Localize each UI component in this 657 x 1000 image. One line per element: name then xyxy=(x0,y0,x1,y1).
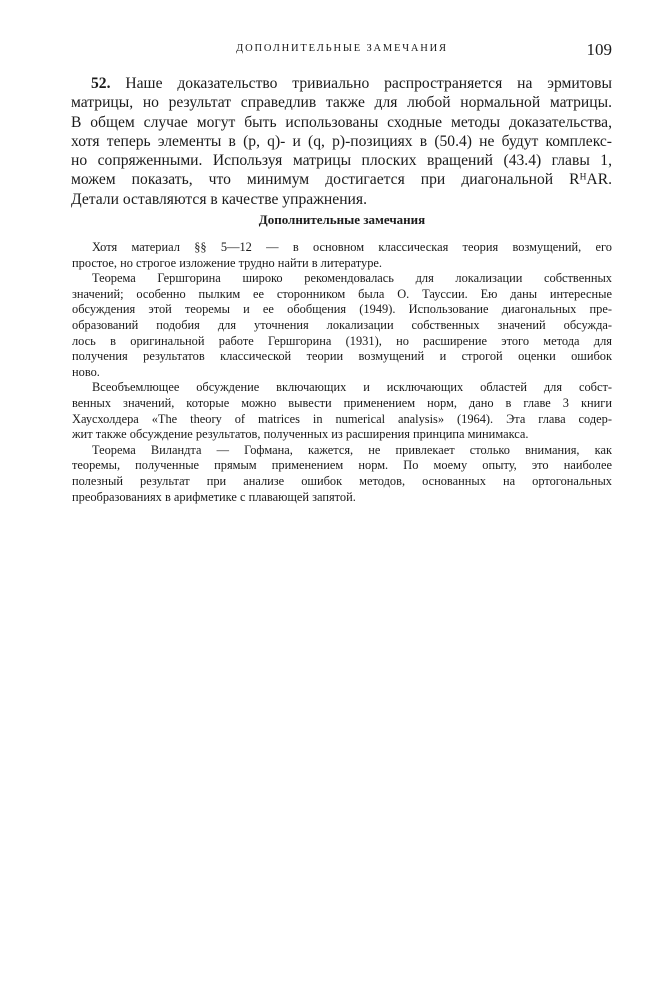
exercise-line: можем показать, что минимум достигается при диагональной RᴴAR. xyxy=(71,171,612,189)
notes-line: преобразованиях в арифметике с плавающей запятой. xyxy=(72,489,356,504)
notes-line: Хаусхолдера «The theory of matrices in numerical analysis» (1964). Эта глава содер- xyxy=(72,411,612,426)
exercise-line: матрицы, но результат справедлив также для любой нормальной матрицы. xyxy=(71,94,612,112)
notes-paragraph xyxy=(72,271,612,380)
exercise-line: но сопряженными. Используя матрицы плоских вращений (43.4) главы 1, xyxy=(71,152,612,170)
section-heading: Дополнительные замечания xyxy=(258,212,426,227)
notes-line: венных значений, которые можно вывести применением норм, дано в главе 3 книги xyxy=(72,395,612,410)
notes-line: Теорема Виландта — Гофмана, кажется, не привлекает столько внимания, как xyxy=(92,442,612,457)
notes-line: полезный результат при анализе ошибок методов, основанных на ортогональных xyxy=(72,473,612,488)
notes-line: получения результатов классической теории возмущений и строгой оценки ошибок xyxy=(72,349,612,364)
exercise-line xyxy=(71,74,612,93)
exercise-number: 52. xyxy=(91,75,111,92)
notes-line: теоремы, полученные прямым применением норм. По моему опыту, это наиболее xyxy=(72,458,612,473)
notes-line: Всеобъемлющее обсуждение включающих и исключающих областей для собст- xyxy=(92,380,612,395)
exercise-line: Детали оставляются в качестве упражнения. xyxy=(71,190,367,208)
notes-line: обсуждения этой теоремы и ее обобщения (1949). Использование диагональных пре- xyxy=(72,302,612,317)
notes-line: лось в оригинальной работе Гершгорина (1931), но расширение этого метода для xyxy=(72,333,612,348)
notes-line: значений; особенно пылким ее сторонником была О. Тауссии. Ею даны интересные xyxy=(72,286,612,301)
notes-line: Теорема Гершгорина широко рекомендовалась для локализации собственных xyxy=(92,271,612,286)
notes-body xyxy=(72,240,612,505)
exercise-line-text: Наше доказательство тривиально распространяется на эрмитовы xyxy=(125,75,612,92)
exercise-line: В общем случае могут быть использованы сходные методы доказательства, xyxy=(71,113,612,131)
notes-line: простое, но строгое изложение трудно найти в литературе. xyxy=(72,255,383,270)
running-title: ДОПОЛНИТЕЛЬНЫЕ ЗАМЕЧАНИЯ xyxy=(236,43,448,54)
running-header xyxy=(72,40,612,62)
exercise-52 xyxy=(71,74,612,209)
notes-paragraph xyxy=(72,380,612,442)
notes-line: Хотя материал §§ 5—12 — в основном классическая теория возмущений, его xyxy=(92,240,612,254)
notes-paragraph xyxy=(72,443,612,505)
exercise-line: хотя теперь элементы в (p, q)- и (q, p)-позициях в (50.4) не будут комплекс- xyxy=(71,132,612,150)
page-number: 109 xyxy=(586,40,612,59)
notes-line: образований подобия для уточнения локализации собственных значений обсужда- xyxy=(72,317,612,332)
notes-line: ново. xyxy=(72,364,100,379)
notes-line: жит также обсуждение результатов, полученных из расширения принципа минимакса. xyxy=(72,427,529,442)
notes-paragraph xyxy=(72,240,612,271)
